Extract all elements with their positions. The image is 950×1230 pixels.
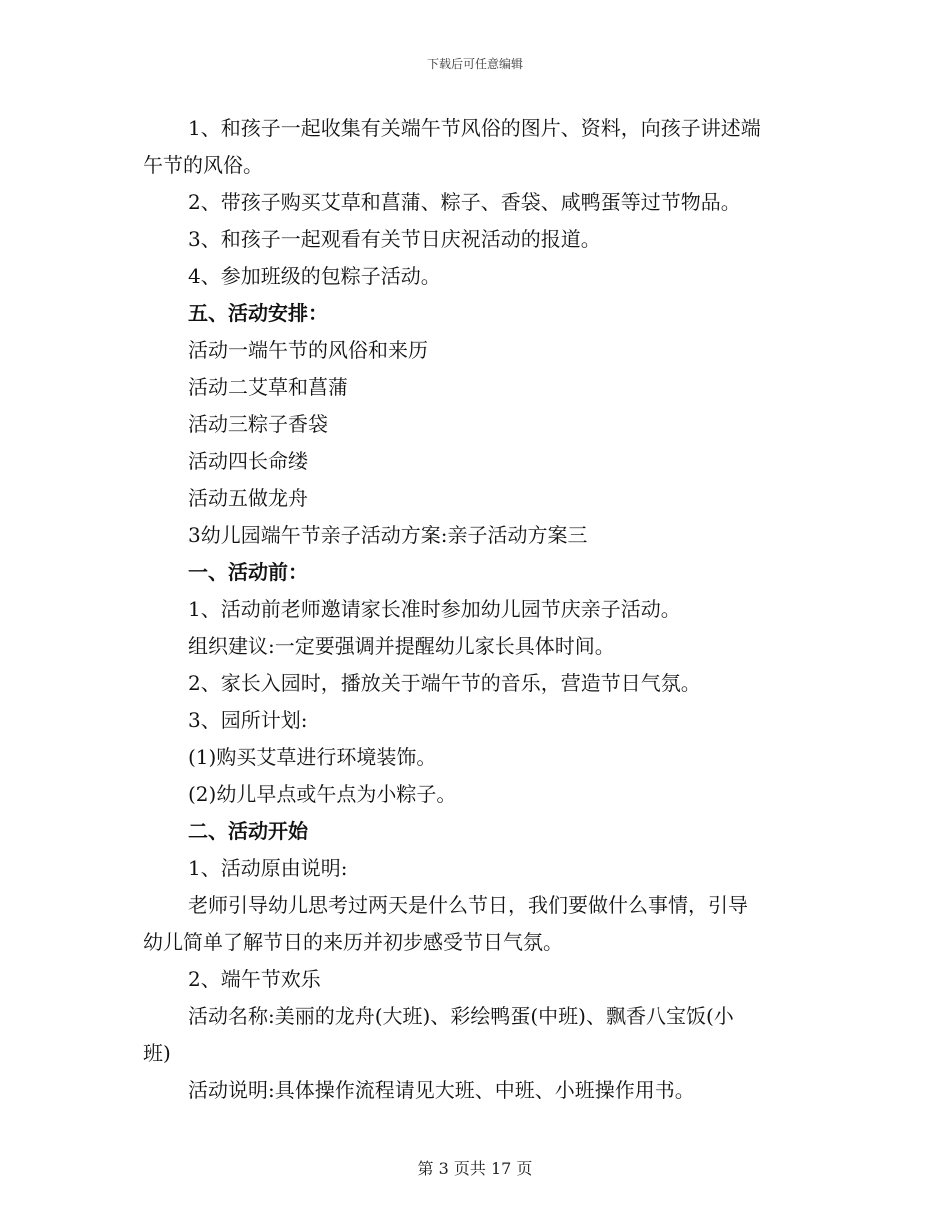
section-heading-1: 一、活动前： bbox=[188, 560, 308, 584]
before-item-3: 3、园所计划: bbox=[188, 708, 308, 732]
start-item-2-name bbox=[143, 998, 808, 1072]
start-item-2-name-line-2: 班) bbox=[143, 1041, 171, 1065]
start-item-2-name-line-1: 活动名称:美丽的龙舟(大班)、彩绘鸭蛋(中班)、飘香八宝饭(小 bbox=[188, 1004, 734, 1028]
section-heading-2: 二、活动开始 bbox=[188, 819, 308, 843]
before-item-1: 1、活动前老师邀请家长准时参加幼儿园节庆亲子活动。 bbox=[188, 597, 681, 621]
start-item-1: 1、活动原由说明: bbox=[188, 856, 348, 880]
start-item-1-desc bbox=[143, 887, 808, 961]
start-item-1-desc-line-2: 幼儿简单了解节日的来历并初步感受节日气氛。 bbox=[143, 930, 563, 954]
start-item-2: 2、端午节欢乐 bbox=[188, 967, 321, 991]
activity-3: 活动三粽子香袋 bbox=[188, 412, 328, 436]
before-item-3-2: (2)幼儿早点或午点为小粽子。 bbox=[188, 782, 457, 806]
page-footer: 第 3 页共 17 页 bbox=[417, 1159, 533, 1178]
paragraph-3: 3、和孩子一起观看有关节日庆祝活动的报道。 bbox=[188, 227, 601, 251]
paragraph-1 bbox=[143, 110, 808, 184]
paragraph-1-line-1: 1、和孩子一起收集有关端午节风俗的图片、资料，向孩子讲述端 bbox=[188, 116, 761, 140]
activity-5: 活动五做龙舟 bbox=[188, 486, 308, 510]
before-item-1-note: 组织建议:一定要强调并提醒幼儿家长具体时间。 bbox=[188, 634, 615, 658]
paragraph-2: 2、带孩子购买艾草和菖蒲、粽子、香袋、咸鸭蛋等过节物品。 bbox=[188, 190, 741, 214]
document-body bbox=[143, 110, 808, 1109]
activity-2: 活动二艾草和菖蒲 bbox=[188, 375, 348, 399]
activity-1: 活动一端午节的风俗和来历 bbox=[188, 338, 428, 362]
page-header: 下载后可任意编辑 bbox=[426, 57, 523, 71]
paragraph-1-line-2: 午节的风俗。 bbox=[143, 153, 263, 177]
paragraph-4: 4、参加班级的包粽子活动。 bbox=[188, 264, 441, 288]
before-item-3-1: (1)购买艾草进行环境装饰。 bbox=[188, 745, 437, 769]
plan-title: 3幼儿园端午节亲子活动方案:亲子活动方案三 bbox=[188, 523, 588, 547]
start-item-2-desc: 活动说明:具体操作流程请见大班、中班、小班操作用书。 bbox=[188, 1078, 695, 1102]
start-item-1-desc-line-1: 老师引导幼儿思考过两天是什么节日，我们要做什么事情，引导 bbox=[188, 893, 748, 917]
before-item-2: 2、家长入园时，播放关于端午节的音乐，营造节日气氛。 bbox=[188, 671, 701, 695]
activity-4: 活动四长命缕 bbox=[188, 449, 308, 473]
section-heading-5: 五、活动安排： bbox=[188, 301, 328, 325]
